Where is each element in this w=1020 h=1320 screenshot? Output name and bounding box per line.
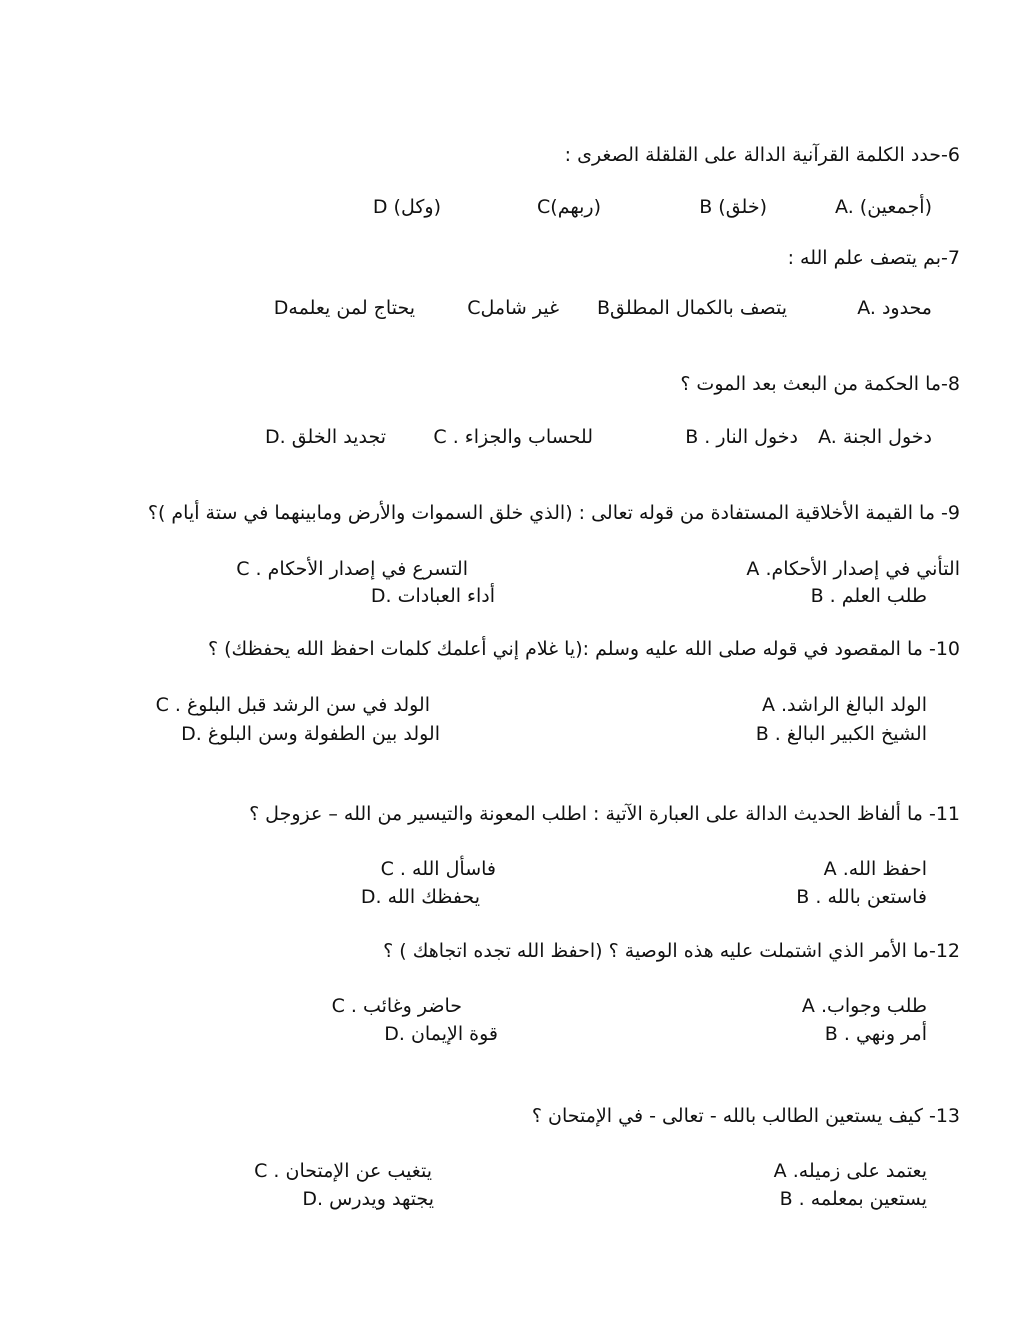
q8-option-d: D. تجديد الخلق xyxy=(264,426,386,448)
question-10: 10- ما المقصود في قوله صلى الله عليه وسلم :(يا غلام إني أعلمك كلمات احفظ الله يحفظك) ؟ xyxy=(208,638,960,660)
q9-option-c: C . التسرع في إصدار الأحكام xyxy=(236,558,468,580)
q10-option-c: C . الولد في سن الرشد قبل البلوغ xyxy=(155,694,430,716)
question-12: 12-ما الأمر الذي اشتملت عليه هذه الوصية ؟ (احفظ الله تجده اتجاهك ) ؟ xyxy=(383,940,960,962)
q13-option-c: C . يتغيب عن الإمتحان xyxy=(254,1160,432,1182)
q9-option-a: A .التأني في إصدار الأحكام xyxy=(746,558,960,580)
question-6: 6-حدد الكلمة القرآنية الدالة على القلقلة الصغرى : xyxy=(564,144,960,166)
q13-option-a: A .يعتمد على زميله xyxy=(773,1160,927,1182)
q10-option-d: D. الولد بين الطفولة وسن البلوغ xyxy=(181,723,440,745)
q10-option-a: A .الولد البالغ الراشد xyxy=(761,694,927,716)
q9-option-b: B . طلب العلم xyxy=(810,585,927,607)
question-7: 7-بم يتصف علم الله : xyxy=(787,247,960,269)
q6-option-d: D (وكل) xyxy=(372,196,441,218)
question-11: 11- ما ألفاظ الحديث الدالة على العبارة الآتية : اطلب المعونة والتيسير من الله – عزوجل ؟ xyxy=(249,803,960,825)
q12-option-a: A .طلب وجواب xyxy=(801,995,927,1017)
q13-option-b: B . يستعين بمعلمه xyxy=(779,1188,927,1210)
q8-option-c: C . للحساب والجزاء xyxy=(433,426,593,448)
q6-option-c: C(ربهم) xyxy=(537,196,601,218)
question-8: 8-ما الحكمة من البعث بعد الموت ؟ xyxy=(680,373,960,395)
q7-option-b: Bيتصف بالكمال المطلق xyxy=(596,297,787,319)
q12-option-c: C . حاضر وغائب xyxy=(331,995,462,1017)
q13-option-d: D. يجتهد ويدرس xyxy=(302,1188,434,1210)
q9-option-d: D. أداء العبادات xyxy=(370,585,495,607)
q6-option-a: A. (أجمعين) xyxy=(835,196,932,218)
q11-option-c: C . فاسأل الله xyxy=(380,858,496,880)
q8-option-b: B . دخول النار xyxy=(685,426,798,448)
q7-option-a: A. محدود xyxy=(857,297,932,319)
question-9: 9- ما القيمة الأخلاقية المستفادة من قوله تعالى : (الذي خلق السموات والأرض ومابينهما في ستة أيام )؟ xyxy=(147,502,960,524)
q11-option-d: D. يحفظك الله xyxy=(360,886,480,908)
q10-option-b: B . الشيخ الكبير البالغ xyxy=(755,723,927,745)
q12-option-b: B . أمر ونهي xyxy=(824,1023,927,1045)
q12-option-d: D. قوة الإيمان xyxy=(384,1023,498,1045)
q11-option-a: A .احفظ الله xyxy=(823,858,927,880)
q6-option-b: B (خلق) xyxy=(699,196,767,218)
q7-option-d: Dيحتاج لمن يعلمه xyxy=(273,297,415,319)
q11-option-b: B . فاستعن بالله xyxy=(796,886,927,908)
question-13: 13- كيف يستعين الطالب بالله - تعالى - في الإمتحان ؟ xyxy=(531,1105,960,1127)
q8-option-a: A. دخول الجنة xyxy=(818,426,932,448)
q7-option-c: Cغير شامل xyxy=(467,297,559,319)
